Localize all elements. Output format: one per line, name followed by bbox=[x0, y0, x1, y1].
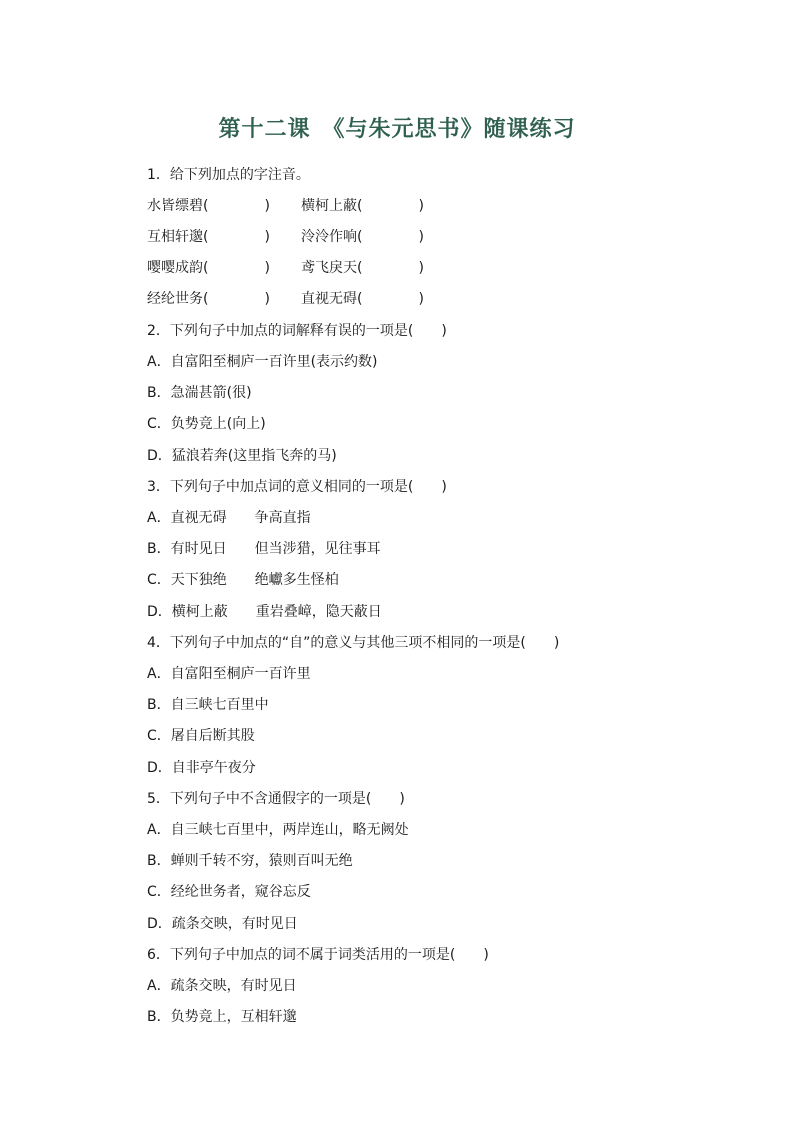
pinyin-item: 直视无碍( ) bbox=[301, 291, 424, 307]
question-5-option-a: A．自三峡七百里中，两岸连山，略无阙处 bbox=[147, 822, 409, 838]
page-title: 第十二课 《与朱元思书》随课练习 bbox=[218, 116, 576, 142]
pinyin-word: 嘤嘤成韵 bbox=[147, 260, 203, 276]
pinyin-item: 泠泠作响( ) bbox=[301, 229, 424, 245]
question-4-stem: 4．下列句子中加点的“自”的意义与其他三项不相同的一项是( ) bbox=[147, 635, 560, 651]
question-4-option-c: C．屠自后断其股 bbox=[147, 728, 255, 744]
question-5-option-b: B．蝉则千转不穷，猿则百叫无绝 bbox=[147, 853, 353, 869]
question-5-option-d: D．疏条交映，有时见日 bbox=[147, 916, 298, 932]
pinyin-word: 经纶世务 bbox=[147, 291, 203, 307]
question-6-stem: 6．下列句子中加点的词不属于词类活用的一项是( ) bbox=[147, 947, 489, 963]
question-4-option-a: A．自富阳至桐庐一百许里 bbox=[147, 666, 311, 682]
question-5-stem: 5．下列句子中不含通假字的一项是( ) bbox=[147, 791, 405, 807]
pinyin-word: 横柯上蔽 bbox=[301, 198, 357, 214]
pinyin-item: 经纶世务( ) bbox=[147, 291, 270, 307]
question-2-stem: 2．下列句子中加点的词解释有误的一项是( ) bbox=[147, 323, 447, 339]
pinyin-word: 泠泠作响 bbox=[301, 229, 357, 245]
question-4-option-d: D．自非亭午夜分 bbox=[147, 760, 256, 776]
question-3-option-b: B．有时见日 但当涉猎，见往事耳 bbox=[147, 541, 381, 557]
question-6-option-b: B．负势竞上，互相轩邈 bbox=[147, 1009, 297, 1025]
pinyin-word: 鸢飞戾天 bbox=[301, 260, 357, 276]
question-1-stem: 1．给下列加点的字注音。 bbox=[147, 167, 310, 183]
question-5-option-c: C．经纶世务者，窥谷忘反 bbox=[147, 884, 311, 900]
question-3-option-a: A．直视无碍 争高直指 bbox=[147, 510, 311, 526]
question-2-option-d: D．猛浪若奔(这里指飞奔的马) bbox=[147, 448, 337, 464]
pinyin-item: 互相轩邈( ) bbox=[147, 229, 270, 245]
pinyin-word: 直视无碍 bbox=[301, 291, 357, 307]
question-2-option-b: B．急湍甚箭(很) bbox=[147, 385, 252, 401]
pinyin-item: 嘤嘤成韵( ) bbox=[147, 260, 270, 276]
question-2-option-a: A．自富阳至桐庐一百许里(表示约数) bbox=[147, 354, 378, 370]
question-4-option-b: B．自三峡七百里中 bbox=[147, 697, 269, 713]
pinyin-word: 互相轩邈 bbox=[147, 229, 203, 245]
pinyin-item: 横柯上蔽( ) bbox=[301, 198, 424, 214]
question-3-option-c: C．天下独绝 绝巘多生怪柏 bbox=[147, 572, 339, 588]
question-3-stem: 3．下列句子中加点词的意义相同的一项是( ) bbox=[147, 479, 447, 495]
question-3-option-d: D．横柯上蔽 重岩叠嶂，隐天蔽日 bbox=[147, 604, 382, 620]
pinyin-item: 鸢飞戾天( ) bbox=[301, 260, 424, 276]
question-2-option-c: C．负势竞上(向上) bbox=[147, 416, 266, 432]
pinyin-word: 水皆缥碧 bbox=[147, 198, 203, 214]
question-6-option-a: A．疏条交映，有时见日 bbox=[147, 978, 297, 994]
pinyin-item: 水皆缥碧( ) bbox=[147, 198, 270, 214]
